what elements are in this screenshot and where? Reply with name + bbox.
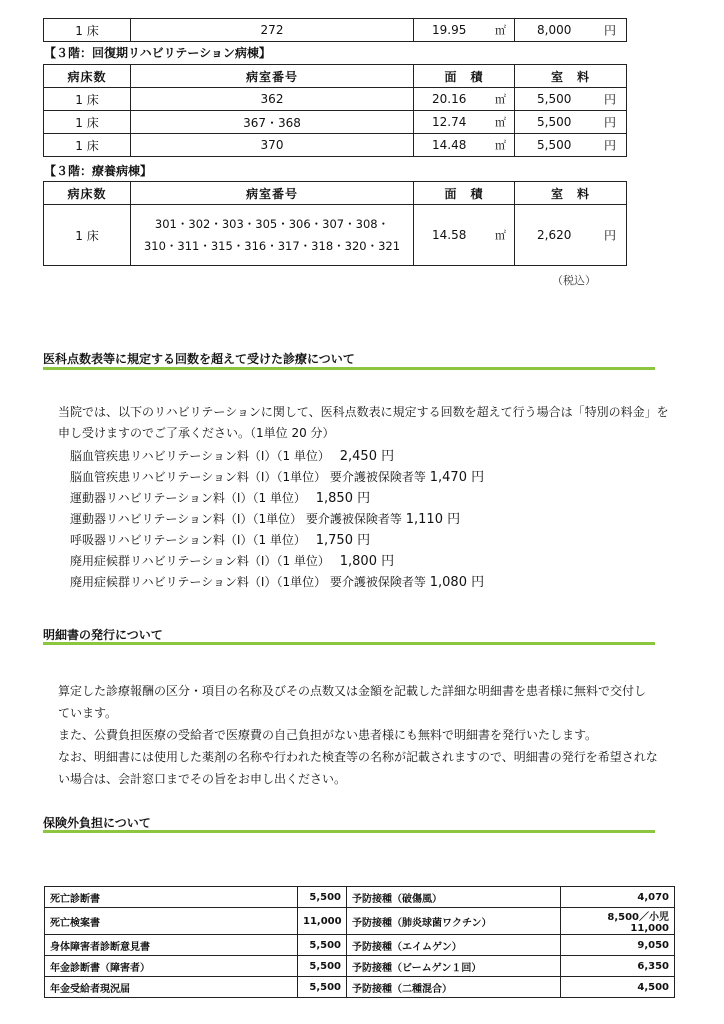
item-cell: 予防接種（破傷風）: [347, 887, 561, 908]
table-row: [45, 908, 675, 935]
item-cell: 年金受給者現況届: [45, 977, 298, 998]
paragraph-line: 算定した診療報酬の区分・項目の名称及びその点数又は金額を記載した詳細な明細書を患者様に無料で交付し: [58, 684, 647, 698]
table-row: [44, 205, 627, 266]
item-cell: 予防接種（二種混合）: [347, 977, 561, 998]
section-divider: [43, 642, 655, 645]
paragraph-line: ています。: [58, 706, 118, 720]
rooms-cell: [131, 205, 414, 266]
rehab-fee-list: [70, 446, 484, 593]
table-row: [44, 19, 627, 42]
tax-note: （税込）: [552, 274, 596, 287]
table-row: [45, 887, 675, 908]
beds-cell: 1 床: [44, 19, 131, 42]
beds-cell: 1 床: [44, 111, 131, 134]
section-divider: [43, 830, 655, 833]
table-row: [44, 88, 627, 111]
list-item: 脳血管疾患リハビリテーション料（Ⅰ）（1単位） 要介護被保険者等 1,470 円: [70, 470, 485, 485]
paragraph-line: い場合は、会計窓口までその旨をお申し出ください。: [58, 772, 347, 786]
care-ward-caption: 【３階：療養病棟】: [44, 164, 153, 178]
price-cell: 11,000: [298, 908, 347, 935]
beds-header: 病床数: [44, 65, 131, 88]
rooms-cell: 272: [131, 19, 414, 42]
section2-paragraph: [58, 680, 668, 790]
fee-cell: 5,500 円: [515, 88, 627, 111]
price-cell: 9,050: [561, 935, 675, 956]
item-cell: 死亡診断書: [45, 887, 298, 908]
rooms-cell: 367・368: [131, 111, 414, 134]
list-item: 呼吸器リハビリテーション料（Ⅰ）（1 単位） 1,750 円: [70, 533, 371, 548]
item-cell: 予防接種（ビームゲン１回）: [347, 956, 561, 977]
item-cell: 年金診断書（障害者）: [45, 956, 298, 977]
price-cell: 5,500: [298, 977, 347, 998]
paragraph-line: 当院では、以下のリハビリテーションに関して、医科点数表に規定する回数を超えて行う場合は「特別の料金」を: [58, 405, 669, 419]
list-item: 脳血管疾患リハビリテーション料（Ⅰ）（1 単位） 2,450 円: [70, 449, 395, 464]
paragraph-line: また、公費負担医療の受給者で医療費の自己負担がない患者様にも無料で明細書を発行いたします。: [58, 728, 598, 742]
care-ward-table: [43, 181, 627, 266]
beds-header: 病床数: [44, 182, 131, 205]
rooms-line: 301・302・303・305・306・307・308・: [154, 217, 390, 231]
item-cell: 予防接種（肺炎球菌ワクチン）: [347, 908, 561, 935]
recovery-ward-table: [43, 64, 627, 157]
table-row: [44, 134, 627, 157]
area-cell: 14.58 ㎡: [414, 205, 515, 266]
fee-cell: 5,500 円: [515, 111, 627, 134]
price-cell: 5,500: [298, 887, 347, 908]
section-title: 保険外負担について: [43, 816, 151, 830]
rooms-cell: 362: [131, 88, 414, 111]
price-cell: 5,500: [298, 935, 347, 956]
table-header-row: [44, 65, 627, 88]
fee-cell: 8,000 円: [515, 19, 627, 42]
fee-cell: 2,620 円: [515, 205, 627, 266]
recovery-ward-caption: 【３階：回復期リハビリテーション病棟】: [44, 46, 271, 60]
item-cell: 身体障害者診断意見書: [45, 935, 298, 956]
price-cell: 5,500: [298, 956, 347, 977]
area-cell: 19.95 ㎡: [414, 19, 515, 42]
area-cell: 12.74 ㎡: [414, 111, 515, 134]
list-item: 運動器リハビリテーション料（Ⅰ）（1 単位） 1,850 円: [70, 491, 371, 506]
price-cell: 6,350: [561, 956, 675, 977]
price-cell: 4,500: [561, 977, 675, 998]
price-cell: 8,500／小児 11,000: [561, 908, 675, 935]
area-header: 面 積: [414, 182, 515, 205]
fee-cell: 5,500 円: [515, 134, 627, 157]
area-cell: 14.48 ㎡: [414, 134, 515, 157]
table-row: [45, 977, 675, 998]
section-title: 明細書の発行について: [43, 628, 163, 642]
price-cell: 4,070: [561, 887, 675, 908]
beds-cell: 1 床: [44, 134, 131, 157]
list-item: 廃用症候群リハビリテーション料（Ⅰ）（1 単位） 1,800 円: [70, 554, 395, 569]
rooms-header: 病室番号: [131, 182, 414, 205]
rooms-line: 310・311・315・316・317・318・320・321: [143, 239, 401, 253]
area-header: 面 積: [414, 65, 515, 88]
item-cell: 予防接種（エイムゲン）: [347, 935, 561, 956]
list-item: 運動器リハビリテーション料（Ⅰ）（1単位） 要介護被保険者等 1,110 円: [70, 512, 461, 527]
fee-header: 室 料: [515, 182, 627, 205]
area-cell: 20.16 ㎡: [414, 88, 515, 111]
table-row: [44, 111, 627, 134]
table-row: [45, 935, 675, 956]
non-insurance-fee-table: [44, 886, 675, 998]
fee-header: 室 料: [515, 65, 627, 88]
room-table-top: [43, 18, 627, 42]
table-row: [45, 956, 675, 977]
list-item: 廃用症候群リハビリテーション料（Ⅰ）（1単位） 要介護被保険者等 1,080 円: [70, 575, 485, 590]
item-cell: 死亡検案書: [45, 908, 298, 935]
rooms-cell: 370: [131, 134, 414, 157]
section-divider: [43, 367, 655, 370]
rooms-header: 病室番号: [131, 65, 414, 88]
table-header-row: [44, 182, 627, 205]
beds-cell: 1 床: [44, 88, 131, 111]
paragraph-line: なお、明細書には使用した薬剤の名称や行われた検査等の名称が記載されますので、明細書の発行を希望されな: [58, 750, 658, 764]
section-title: 医科点数表等に規定する回数を超えて受けた診療について: [43, 352, 355, 366]
beds-cell: 1 床: [44, 205, 131, 266]
paragraph-line: 申し受けますのでご了承ください。（1単位 20 分）: [58, 426, 335, 440]
section1-paragraph: [58, 402, 668, 444]
